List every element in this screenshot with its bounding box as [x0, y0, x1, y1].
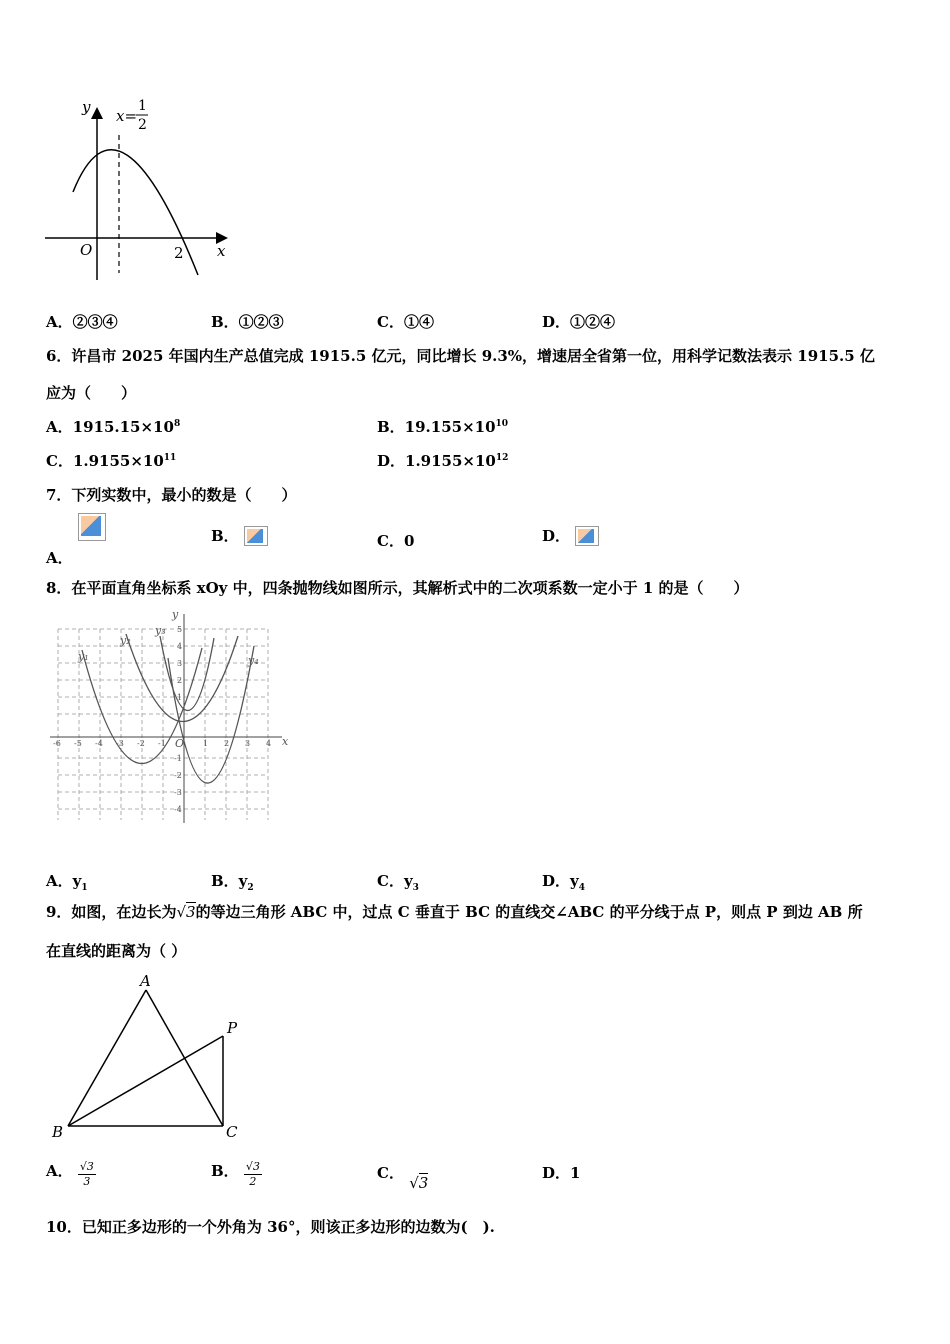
q8-option-a[interactable] — [46, 870, 88, 893]
fraction — [244, 1160, 262, 1189]
q7-b-label: B． — [211, 527, 239, 545]
x-tick: 1 — [203, 739, 209, 748]
grid — [58, 629, 268, 820]
axis-eq-num: 1 — [138, 98, 147, 114]
x-axis-label: x — [282, 735, 289, 748]
q5-option-a[interactable]: A．②③④ — [46, 313, 118, 331]
q6-b-base: B．19.155×10 — [377, 418, 496, 436]
sqrt-expression — [176, 902, 195, 921]
q8-option-c[interactable] — [377, 870, 419, 893]
q8-stem: 8．在平面直角坐标系 xOy 中，四条抛物线如图所示，其解析式中的二次项系数一定小于 1 的是（ ） — [46, 579, 749, 597]
sqrt-radicand: 3 — [186, 903, 196, 921]
fraction-num: √3 — [245, 1160, 260, 1173]
root-label: 2 — [174, 244, 184, 262]
fraction-den: 2 — [249, 1175, 257, 1188]
x-tick: 2 — [224, 739, 230, 748]
y-tick: 1 — [177, 693, 183, 702]
q6-b-exp: 10 — [495, 419, 509, 429]
q6-option-b[interactable] — [377, 416, 508, 437]
q6-option-d[interactable] — [377, 450, 508, 471]
q9-c-label: C． — [377, 1164, 404, 1182]
x-tick: -3 — [116, 739, 124, 748]
broken-image-icon — [244, 526, 268, 546]
q9-line1-pre: 9．如图，在边长为 — [46, 903, 177, 921]
q6-option-c[interactable] — [46, 450, 176, 471]
q9-b-label: B． — [211, 1162, 239, 1180]
y3-label: y₃ — [155, 624, 166, 637]
sqrt-expression — [409, 1174, 428, 1192]
vertex-c: C — [226, 1123, 238, 1141]
x-tick: -1 — [158, 739, 166, 748]
q7-stem: 7．下列实数中，最小的数是（ ） — [46, 486, 297, 504]
x-tick: -6 — [53, 739, 61, 748]
y4-label: y₄ — [248, 654, 259, 667]
y-tick: -4 — [174, 805, 182, 814]
q6-d-exp: 12 — [495, 453, 509, 463]
q9-option-c[interactable] — [377, 1162, 429, 1192]
y-label: y — [82, 98, 91, 116]
x-tick: -2 — [137, 739, 145, 748]
q7-option-d[interactable] — [542, 522, 599, 546]
q6-a-base: A．1915.15×10 — [46, 418, 174, 436]
q6-d-base: D．1.9155×10 — [377, 452, 496, 470]
y-tick: 2 — [177, 676, 183, 685]
y-axis-label: y — [172, 608, 179, 621]
q8-option-b[interactable] — [211, 870, 254, 893]
q8-d-label: D．y — [542, 872, 579, 890]
q8-a-sub: 1 — [81, 883, 88, 893]
q7-option-b[interactable] — [211, 522, 268, 546]
fraction-den: 3 — [83, 1175, 91, 1188]
q8-a-label: A．y — [46, 872, 82, 890]
x-tick: -5 — [74, 739, 82, 748]
broken-image-icon — [78, 513, 106, 541]
q9-stem-line2: 在直线的距离为（ ） — [46, 942, 187, 960]
sqrt-sign: √ — [409, 1174, 419, 1192]
vertex-a: A — [140, 972, 151, 990]
sqrt-sign: √ — [176, 903, 187, 921]
origin-label: O — [80, 241, 93, 259]
y-tick: -2 — [174, 771, 182, 780]
y1-label: y₁ — [78, 650, 89, 663]
x-tick: 3 — [245, 739, 251, 748]
q6-stem-line1: 6．许昌市 2025 年国内生产总值完成 1915.5 亿元，同比增长 9.3%，增速居全省第一位，用科学记数法表示 1915.5 亿 — [46, 347, 875, 365]
q7-option-a[interactable] — [46, 513, 106, 568]
fraction — [78, 1160, 96, 1189]
q6-c-base: C．1.9155×10 — [46, 452, 164, 470]
y-tick: -1 — [174, 754, 182, 763]
q5-option-c[interactable]: C．①④ — [377, 313, 434, 331]
q5-option-d[interactable]: D．①②④ — [542, 313, 616, 331]
q8-b-label: B．y — [211, 872, 248, 890]
y-tick: 5 — [177, 625, 183, 634]
q7-a-label: A． — [46, 549, 73, 567]
q6-stem-line2: 应为（ ） — [46, 384, 137, 402]
q6-option-a[interactable] — [46, 416, 180, 437]
q8-parabolas-graph — [48, 608, 293, 830]
axis-eq-den: 2 — [138, 117, 147, 133]
q10-stem: 10．已知正多边形的一个外角为 36°，则该正多边形的边数为( ). — [46, 1218, 495, 1236]
x-tick: 4 — [266, 739, 272, 748]
y-tick: -3 — [174, 788, 182, 797]
q8-d-sub: 4 — [578, 883, 585, 893]
q8-b-sub: 2 — [247, 883, 254, 893]
sqrt-radicand: 3 — [418, 1174, 429, 1192]
segment-bp — [68, 1036, 223, 1126]
point-p: P — [227, 1019, 238, 1037]
y-tick: 4 — [177, 642, 183, 651]
x-label: x — [217, 242, 226, 260]
broken-image-icon — [575, 526, 599, 546]
y2-label: y₂ — [120, 634, 131, 647]
q7-d-label: D． — [542, 527, 571, 545]
side-ab — [68, 990, 146, 1126]
q9-stem-line1 — [46, 901, 863, 922]
vertex-b: B — [52, 1123, 64, 1141]
q9-option-d[interactable]: D．1 — [542, 1164, 581, 1182]
q9-triangle-figure — [45, 970, 255, 1145]
origin-label: O — [175, 737, 185, 750]
y-tick: 3 — [177, 659, 183, 668]
q5-option-b[interactable]: B．①②③ — [211, 313, 284, 331]
parabola-curves — [82, 634, 254, 783]
num-radicand: 3 — [86, 1160, 94, 1173]
q5-parabola-figure — [40, 95, 240, 285]
q9-a-label: A． — [46, 1162, 73, 1180]
q9-option-b[interactable] — [211, 1160, 262, 1189]
q8-c-label: C．y — [377, 872, 413, 890]
axis-eq-prefix: x= — [116, 107, 138, 125]
q6-a-exp: 8 — [173, 419, 181, 429]
q9-line1-post: 的等边三角形 ABC 中，过点 C 垂直于 BC 的直线交∠ABC 的平分线于点 P，则点 P 到边 AB 所 — [195, 903, 863, 921]
q6-c-exp: 11 — [163, 453, 177, 463]
x-tick: -4 — [95, 739, 103, 748]
num-radicand: 3 — [252, 1160, 260, 1173]
q9-option-a[interactable] — [46, 1160, 96, 1189]
q7-option-c[interactable]: C．0 — [377, 532, 415, 550]
q8-c-sub: 3 — [412, 883, 419, 893]
q8-option-d[interactable] — [542, 870, 585, 893]
fraction-num: √3 — [79, 1160, 94, 1173]
